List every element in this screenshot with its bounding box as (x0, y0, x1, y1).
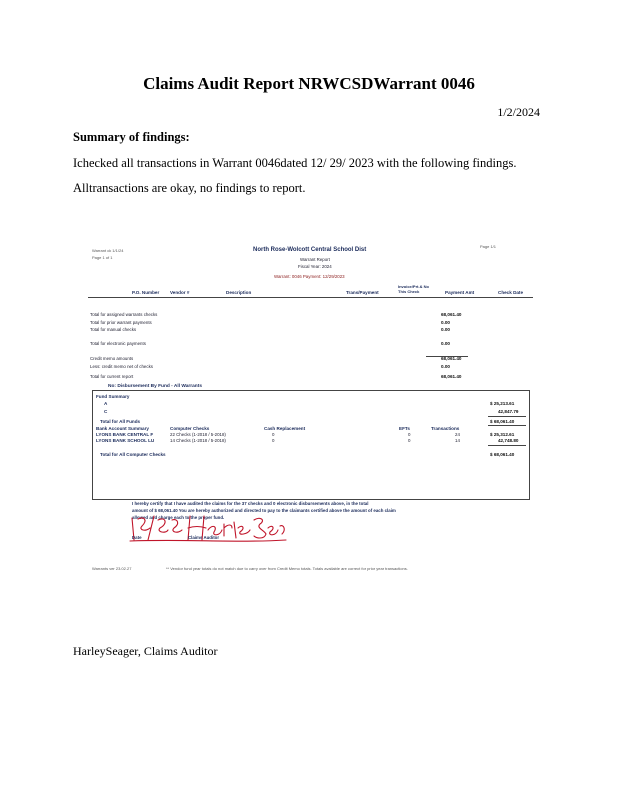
scan-fund-box (92, 390, 530, 500)
scan-total-computer-checks-value: $ 68,061.40 (490, 452, 515, 457)
scan-total-row-label: Total for manual checks (90, 327, 137, 332)
scan-fund-heading: No: Disbursement By Fund - All Warrants (108, 384, 202, 389)
scan-bank-1-count: 24 (455, 432, 460, 437)
scan-fund-a-value: $ 25,213.61 (490, 401, 515, 406)
scan-bank-1-eft: 0 (408, 432, 411, 437)
scan-bank-2-eft: 0 (408, 438, 411, 443)
scan-fund-rule-2 (488, 425, 526, 426)
scan-total-row-label: Total for prior warrant payments (90, 320, 152, 325)
scan-efts: EFTs (399, 426, 410, 431)
scan-fund-c-value: 42,847.79 (498, 409, 519, 414)
finding-line-1: Ichecked all transactions in Warrant 0046dated 12/ 29/ 2023 with the following findings. (73, 156, 517, 170)
scan-bank-2: LYONS BANK SCHOOL LU (96, 438, 155, 443)
scan-top-left-2: Page 1 of 1 (92, 255, 113, 260)
scan-total-row-label: Less: credit memo net of checks (90, 364, 153, 369)
scan-total-row-value: 0.00 (441, 320, 450, 325)
scan-bank-1-detail: 22 Checks (1-2018 / 5-2018) (170, 432, 226, 437)
scan-total-row-label: Total for electronic payments (90, 341, 146, 346)
scan-transactions: Transactions (431, 426, 460, 431)
scan-cert-line-1: I hereby certify that I have audited the claims for the 37 checks and 0 electronic disbursements above, in the total (132, 501, 369, 506)
scan-fund-a: A (104, 401, 108, 406)
scan-bank-1: LYONS BANK CENTRAL F (96, 432, 154, 437)
scan-bank-header: Bank Account Summary (96, 426, 149, 431)
scan-total-row-label: Total for assigned warrants checks (90, 312, 158, 317)
scan-sig-auditor-label: Claims Auditor (188, 535, 220, 540)
scan-subtitle-2: Fiscal Year: 2024 (298, 264, 332, 269)
scan-fund-summary: Fund Summary (96, 394, 130, 399)
scan-col-invoice: Invoice/Prt.& No This Check (398, 284, 429, 294)
scan-bank-1-value: $ 25,312.61 (490, 432, 515, 437)
scan-warrant-line: Warrant: 0046 Payment: 12/29/2023 (274, 274, 345, 279)
scan-col-desc: Description (226, 290, 252, 295)
scan-sig-date-label: Date (132, 535, 142, 540)
scan-col-vendor: Vendor # (170, 290, 190, 295)
scan-total-all-funds-value: $ 68,061.40 (490, 419, 515, 424)
scan-footer-left: Warrants ver 23.02.27 (92, 566, 132, 571)
scan-bank-2-cash: 0 (272, 438, 275, 443)
scan-district: North Rose-Wolcott Central School Dist (253, 247, 367, 253)
scan-computer-checks: Computer Checks (170, 426, 210, 431)
scan-fund-rule (488, 416, 526, 417)
scan-col-check: Check Date (498, 290, 524, 295)
finding-line-2: Alltransactions are okay, no findings to report. (73, 181, 306, 195)
scan-footer-right: ** Vendor fund year totals do not match due to carry over from Credit Memo totals. Totals available are correct for prior year transactions. (166, 566, 408, 571)
scan-bank-2-detail: 14 Checks (1-2018 / 5-2018) (170, 438, 226, 443)
scan-bank-1-cash: 0 (272, 432, 275, 437)
scan-col-payment: Payment Amt (445, 290, 475, 295)
scan-fund-c: C (104, 409, 108, 414)
scan-total-all-funds: Total for All Funds (100, 419, 141, 424)
scan-total-computer-checks: Total for All Computer Checks (100, 452, 166, 457)
scan-total-row-value: 68,061.40 (441, 374, 462, 379)
report-date: 1/2/2024 (497, 105, 540, 119)
scan-subtotal-rule (426, 356, 468, 357)
scan-total-row-value: 0.00 (441, 364, 450, 369)
scan-cert-line-2: amount of $ 68,061.40 You are hereby authorized and directed to pay to the claimants certified above the amount of each claim (132, 508, 396, 513)
scan-page-ref: Page 1/1 (480, 244, 497, 249)
scan-total-row-label: Credit memo amounts (90, 356, 134, 361)
warrant-report-scan (88, 226, 543, 576)
scan-total-row-value: 0.00 (441, 327, 450, 332)
scan-bank-2-count: 14 (455, 438, 460, 443)
scan-bank-2-value: 42,748.80 (498, 438, 519, 443)
scan-total-row-value: 68,061.40 (441, 356, 462, 361)
scan-cert-line-3: allowed and charge each to the proper fund. (132, 515, 225, 520)
auditor-signoff: HarleySeager, Claims Auditor (73, 644, 218, 658)
scan-col-trans: Trans/Payment (346, 290, 379, 295)
scan-col-po: P.O. Number (132, 290, 160, 295)
scan-subtitle-1: Warrant Report (300, 257, 330, 262)
report-title: Claims Audit Report NRWCSDWarrant 0046 (143, 74, 475, 93)
scan-top-left-1: Warrant ck 1/1/24 (92, 248, 124, 253)
scan-total-row-value: 68,061.40 (441, 312, 462, 317)
scan-header-rule (88, 297, 533, 298)
summary-heading: Summary of findings: (73, 130, 190, 144)
scan-total-row-label: Total for current report (90, 374, 134, 379)
scan-bank-rule (488, 445, 526, 446)
scan-cash-replacement: Cash Replacement (264, 426, 306, 431)
scan-total-row-value: 0.00 (441, 341, 450, 346)
